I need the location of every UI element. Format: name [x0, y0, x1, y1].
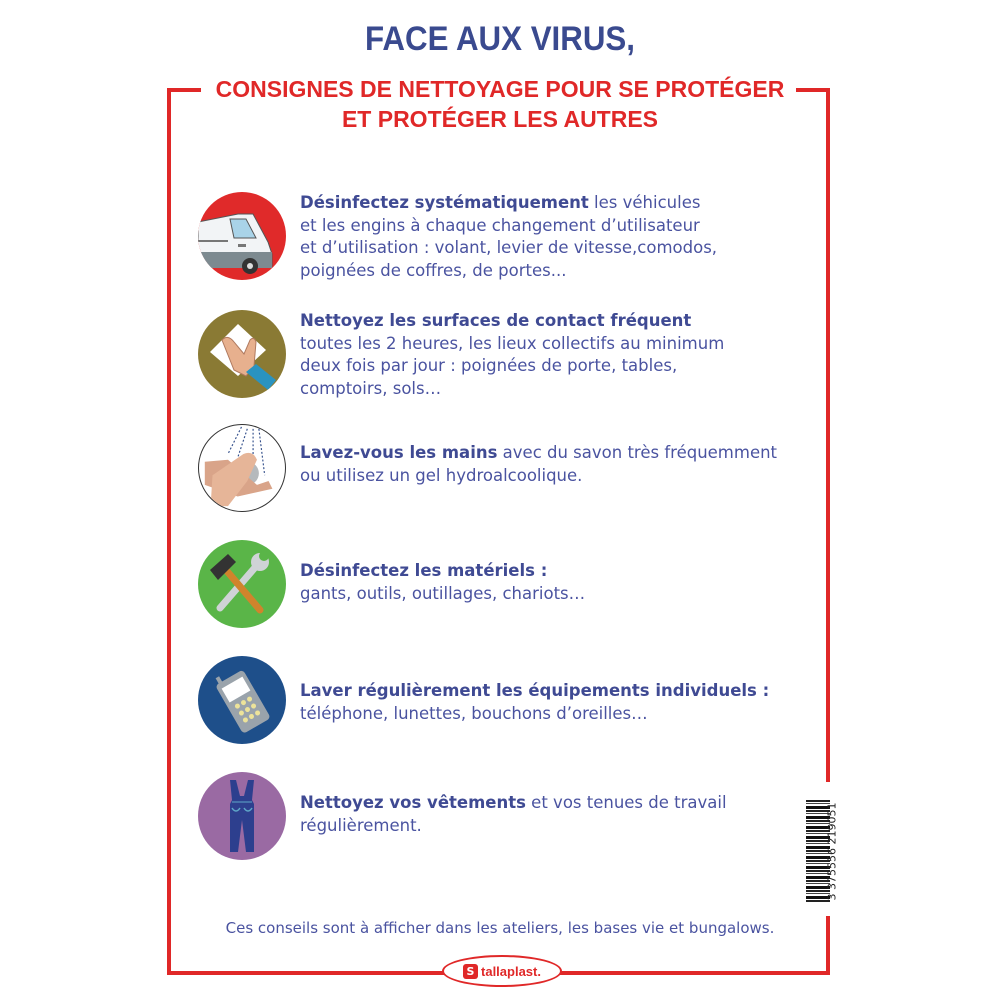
instruction-text: Laver régulièrement les équipements individuels : téléphone, lunettes, bouchons d’oreilles…	[300, 681, 770, 723]
instruction-title: Désinfectez systématiquement	[300, 193, 589, 212]
footer-note: Ces conseils sont à afficher dans les ateliers, les bases vie et bungalows.	[225, 919, 775, 937]
instruction-title: Nettoyez les surfaces de contact fréquent	[300, 311, 692, 330]
washing-hands-icon	[198, 424, 286, 512]
frame-left	[167, 88, 171, 975]
logo-text: tallaplast.	[481, 963, 541, 979]
brand-logo	[442, 955, 562, 987]
frame-bottom-left	[167, 971, 447, 975]
instruction-text: Désinfectez les matériels : gants, outils, outillages, chariots…	[300, 561, 586, 603]
mobile-phone-icon	[198, 656, 286, 744]
instruction-title: Lavez-vous les mains	[300, 443, 498, 462]
overalls-icon	[198, 772, 286, 860]
tools-icon	[198, 540, 286, 628]
wiping-hand-icon	[198, 310, 286, 398]
subtitle-line-1: CONSIGNES DE NETTOYAGE POUR SE PROTÉGER	[215, 76, 785, 102]
frame-bottom-right	[553, 971, 830, 975]
frame-top-left	[167, 88, 201, 92]
instruction-title: Laver régulièrement les équipements individuels :	[300, 681, 770, 700]
barcode-number: 3 375556 219051	[825, 802, 839, 901]
logo-mark-icon: S	[463, 964, 478, 979]
van-icon	[198, 192, 286, 280]
subtitle-line-2: ET PROTÉGER LES AUTRES	[341, 106, 659, 132]
instruction-text: Nettoyez vos vêtements et vos tenues de travail régulièrement.	[300, 793, 727, 835]
instruction-text: Nettoyez les surfaces de contact fréquent toutes les 2 heures, les lieux collectifs au minimum deux fois par jour : poignées de porte, tables, comptoirs, sols…	[300, 311, 725, 398]
instruction-title: Désinfectez les matériels :	[300, 561, 548, 580]
instruction-title: Nettoyez vos vêtements	[300, 793, 526, 812]
instruction-text: Désinfectez systématiquement les véhicules et les engins à chaque changement d’utilisateur et d’utilisation : volant, levier de vitesse,comodos, poignées de coffres, de portes...	[300, 193, 718, 280]
frame-top-right	[796, 88, 830, 92]
page-title: FACE AUX VIRUS,	[365, 20, 635, 58]
instruction-text: Lavez-vous les mains avec du savon très fréquemment ou utilisez un gel hydroalcoolique.	[300, 443, 778, 485]
frame-right-upper	[826, 88, 830, 782]
